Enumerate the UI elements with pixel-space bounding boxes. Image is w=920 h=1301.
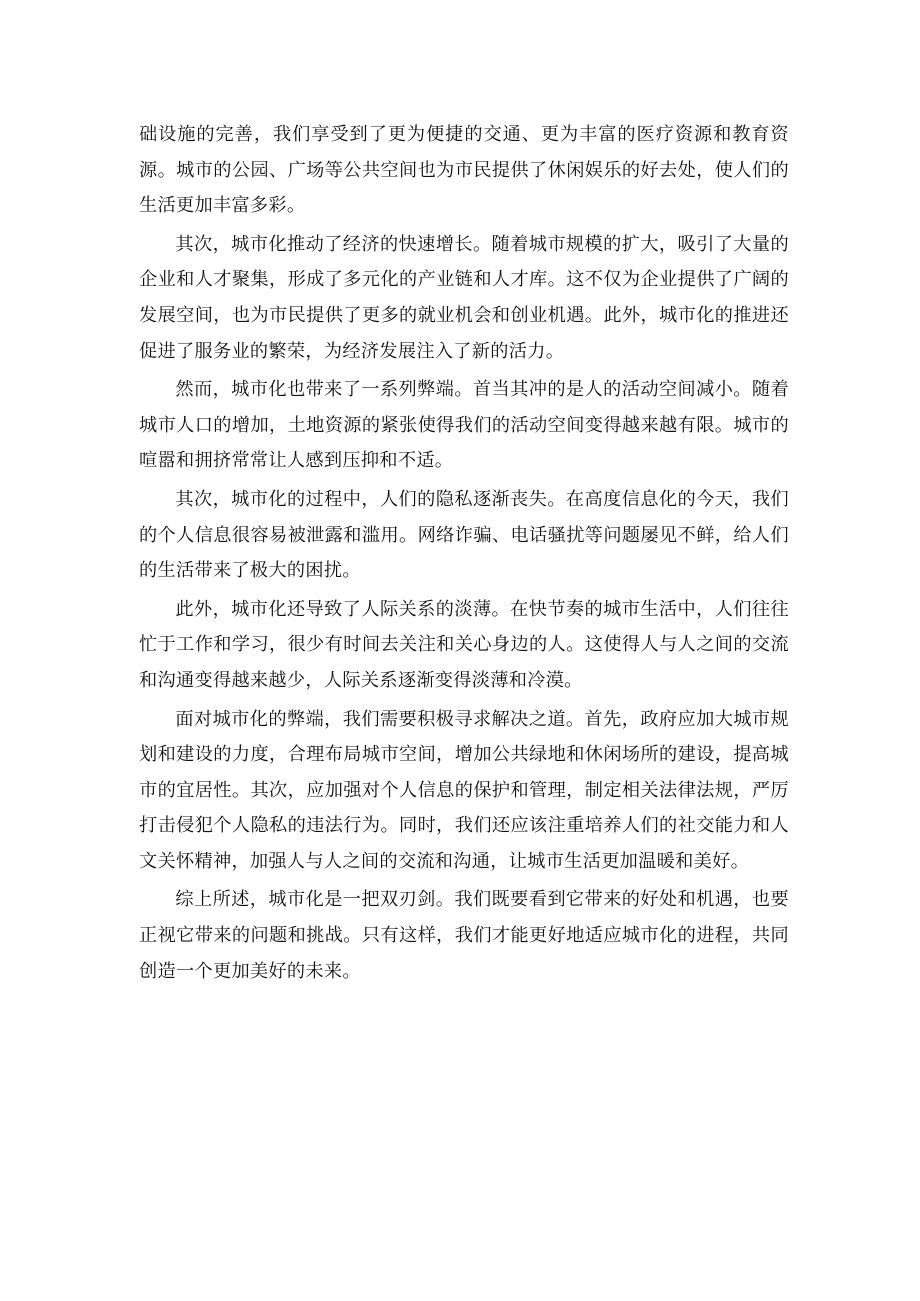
paragraph-continued: 础设施的完善，我们享受到了更为便捷的交通、更为丰富的医疗资源和教育资源。城市的公园、广场等公共空间也为市民提供了休闲娱乐的好去处，使人们的生活更加丰富多彩。 <box>139 124 789 217</box>
paragraph-privacy: 其次，城市化的过程中，人们的隐私逐渐丧失。在高度信息化的今天，我们的个人信息很容易被泄露和滥用。网络诈骗、电话骚扰等问题屡见不鲜，给人们的生活带来了极大的困扰。 <box>139 488 789 582</box>
paragraph-drawbacks-space: 然而，城市化也带来了一系列弊端。首当其冲的是人的活动空间减小。随着城市人口的增加，土地资源的紧张使得我们的活动空间变得越来越有限。城市的喧嚣和拥挤常常让人感到压抑和不适。 <box>139 379 789 472</box>
paragraph-relationships: 此外，城市化还导致了人际关系的淡薄。在快节奏的城市生活中，人们往往忙于工作和学习，很少有时间去关注和关心身边的人。这使得人与人之间的交流和沟通变得越来越少，人际关系逐渐变得淡薄和冷漠。 <box>139 598 789 691</box>
paragraph-solutions: 面对城市化的弊端，我们需要积极寻求解决之道。首先，政府应加大城市规划和建设的力度，合理布局城市空间，增加公共绿地和休闲场所的建设，提高城市的宜居性。其次，应加强对个人信息的保护和管理，制定相关法律法规，严厉打击侵犯个人隐私的违法行为。同时，我们还应该注重培养人们的社交能力和人文关怀精神，加强人与人之间的交流和沟通，让城市生活更加温暖和美好。 <box>139 708 789 872</box>
paragraph-conclusion: 综上所述，城市化是一把双刃剑。我们既要看到它带来的好处和机遇，也要正视它带来的问题和挑战。只有这样，我们才能更好地适应城市化的进程，共同创造一个更加美好的未来。 <box>139 889 789 982</box>
document-body <box>139 117 789 992</box>
paragraph-economy: 其次，城市化推动了经济的快速增长。随着城市规模的扩大，吸引了大量的企业和人才聚集，形成了多元化的产业链和人才库。这不仅为企业提供了广阔的发展空间，也为市民提供了更多的就业机会和创业机遇。此外，城市化的推进还促进了服务业的繁荣，为经济发展注入了新的活力。 <box>139 233 789 362</box>
